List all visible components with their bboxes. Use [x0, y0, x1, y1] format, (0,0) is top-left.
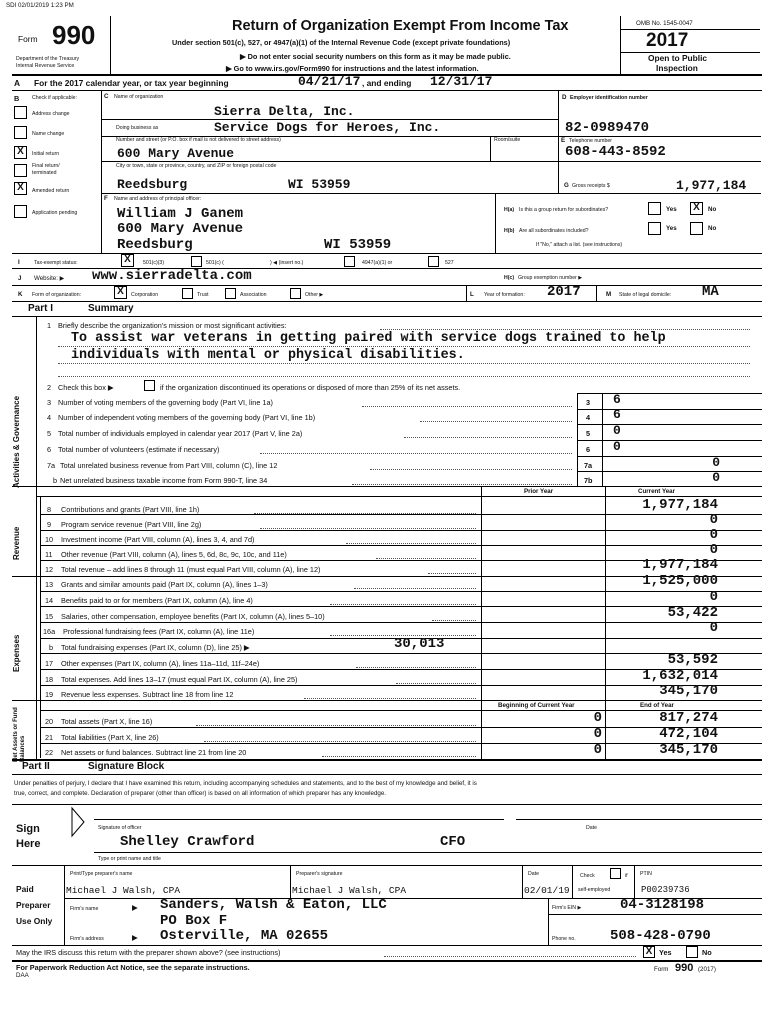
line12-current[interactable]: 1,977,184	[642, 557, 718, 573]
line9-current[interactable]: 0	[709, 512, 718, 528]
line14-num: 14	[45, 596, 54, 605]
line18-text: Total expenses. Add lines 13–17 (must equal Part IX, column (A), line 25)	[61, 675, 298, 684]
line1-num: 1	[47, 321, 52, 330]
perjury-declaration-2: true, correct, and complete. Declaration of preparer (other than officer) is based on all information of which preparer has any knowledge.	[14, 790, 387, 797]
dept-line-2: Internal Revenue Service	[16, 63, 75, 69]
line6-box: 6	[586, 445, 591, 454]
preparer-date[interactable]: 02/01/19	[524, 885, 570, 896]
501c3-label: 501(c)(3)	[143, 260, 165, 266]
line11-num: 11	[45, 550, 53, 559]
perjury-declaration-1: Under penalties of perjury, I declare that I have examined this return, including accompanying schedules and statements, and to the best of my knowledge and belief, it is	[14, 780, 477, 787]
line2-text-b: if the organization discontinued its operations or disposed of more than 25% of its net assets.	[160, 383, 461, 392]
line17-text: Other expenses (Part IX, column (A), lines 11a–11d, 11f–24e)	[61, 659, 260, 668]
line9-num: 9	[47, 520, 52, 529]
tax-year-end[interactable]: 12/31/17	[430, 74, 493, 89]
ha-yes-label: Yes	[666, 206, 677, 213]
city-label: City or town, state or province, country, and ZIP or foreign postal code	[116, 163, 277, 169]
line5-box: 5	[586, 429, 591, 438]
ein-label: Employer identification number	[570, 95, 648, 101]
ein-value[interactable]: 82-0989470	[565, 120, 650, 136]
line18-num: 18	[45, 675, 54, 684]
line17-current[interactable]: 53,592	[667, 652, 718, 668]
tax-exempt-label: Tax-exempt status:	[34, 260, 78, 266]
preparer-name[interactable]: Michael J Walsh, CPA	[66, 885, 181, 896]
line3-value[interactable]: 6	[613, 392, 621, 407]
527-checkbox[interactable]	[428, 256, 439, 267]
footer-form-word: Form	[654, 966, 669, 973]
tax-year: 2017	[646, 30, 689, 51]
line21-end[interactable]: 472,104	[659, 726, 718, 742]
line22-num: 22	[45, 748, 54, 757]
year-formation-label: Year of formation:	[484, 292, 525, 298]
discuss-no-checkbox[interactable]	[686, 946, 698, 958]
line1-text: Briefly describe the organization's mission or most significant activities:	[58, 321, 287, 330]
ha-no-label: No	[708, 206, 717, 213]
line16b-text: Total fundraising expenses (Part IX, column (D), line 25) ▶	[61, 643, 250, 652]
footer-form-number: 990	[675, 962, 694, 974]
prior-year-header: Prior Year	[524, 488, 554, 495]
ha-yes-checkbox[interactable]	[648, 202, 661, 215]
form-word: Form	[18, 34, 38, 44]
d-label: D	[562, 94, 567, 101]
officer-signer-title[interactable]: CFO	[440, 834, 466, 850]
line4-box: 4	[586, 413, 591, 422]
gross-receipts-value[interactable]: 1,977,184	[676, 178, 747, 193]
ha-label: H(a)	[504, 207, 515, 213]
and-ending-label: , and ending	[362, 78, 412, 88]
line7b-box: 7b	[584, 476, 593, 485]
part1-label: Part I	[28, 303, 54, 314]
firm-address-line-1[interactable]: PO Box F	[160, 913, 228, 929]
preparer-signature[interactable]: Michael J Walsh, CPA	[292, 885, 407, 896]
firm-address-label: Firm's address	[70, 936, 104, 942]
association-label: Association	[240, 292, 267, 298]
side-label-revenue: Revenue	[12, 526, 21, 560]
discuss-question: May the IRS discuss this return with the preparer shown above? (see instructions)	[16, 948, 281, 957]
line13-text: Grants and similar amounts paid (Part IX, column (A), lines 1–3)	[61, 580, 268, 589]
g-label: G	[564, 182, 569, 189]
officer-state-zip[interactable]: WI 53959	[324, 237, 392, 253]
preparer-ptin[interactable]: P00239736	[641, 885, 690, 895]
initial-return-label: Initial return	[32, 151, 60, 157]
firm-phone-label: Phone no.	[552, 936, 576, 942]
state-domicile-value[interactable]: MA	[702, 284, 719, 300]
amended-return-label: Amended return	[32, 188, 70, 194]
current-year-header: Current Year	[638, 488, 676, 495]
ssn-notice: ▶ Do not enter social security numbers on this form as it may be made public.	[240, 52, 511, 61]
open-public-2: Inspection	[656, 63, 698, 73]
amended-return-checkbox[interactable]: X	[14, 182, 27, 195]
firm-phone[interactable]: 508-428-0790	[610, 928, 711, 944]
final-return-label-2: terminated	[32, 170, 57, 176]
line19-num: 19	[45, 690, 54, 699]
line-a-text: For the 2017 calendar year, or tax year beginning	[34, 78, 229, 88]
line15-num: 15	[45, 612, 54, 621]
line19-text: Revenue less expenses. Subtract line 18 from line 12	[61, 690, 234, 699]
address-change-label: Address change	[32, 111, 70, 117]
state-domicile-label: State of legal domicile:	[619, 292, 672, 298]
line21-text: Total liabilities (Part X, line 26)	[61, 733, 159, 742]
discuss-yes-label: Yes	[659, 948, 672, 957]
line6-num: 6	[47, 445, 52, 454]
hb-no-label: No	[708, 225, 717, 232]
firm-name-arrow-icon: ▶	[132, 903, 138, 912]
discuss-yes-checkbox[interactable]: X	[643, 946, 655, 958]
f-label: F	[104, 195, 108, 202]
hb-yes-label: Yes	[666, 225, 677, 232]
line18-current[interactable]: 1,632,014	[642, 668, 718, 684]
application-pending-checkbox[interactable]	[14, 205, 27, 218]
phone-label: Telephone number	[569, 138, 612, 144]
side-label-net-assets: Net Assets or Fund Balances	[13, 707, 26, 762]
line3-num: 3	[47, 398, 52, 407]
irs-link-notice[interactable]: ▶ Go to www.irs.gov/Form990 for instructions and the latest information.	[226, 64, 479, 73]
use-only-label: Use Only	[16, 916, 53, 926]
c-label: C	[104, 93, 109, 100]
sign-label: Sign	[16, 823, 40, 835]
officer-signature-label: Signature of officer	[98, 825, 142, 831]
line4-value[interactable]: 6	[613, 407, 621, 422]
gross-receipts-label: Gross receipts $	[572, 183, 610, 189]
mission-line-2[interactable]: individuals with mental or physical disabilities.	[71, 348, 465, 363]
b-label: B	[14, 94, 20, 103]
mission-line-1[interactable]: To assist war veterans in getting paired with service dogs trained to help	[71, 331, 666, 346]
line10-text: Investment income (Part VIII, column (A), lines 3, 4, and 7d)	[61, 535, 255, 544]
self-employed-checkbox[interactable]	[610, 868, 621, 879]
j-label: J	[18, 275, 22, 282]
officer-name[interactable]: William J Ganem	[117, 206, 244, 222]
footer-form-year: (2017)	[698, 966, 716, 973]
line14-text: Benefits paid to or for members (Part IX, column (A), line 4)	[61, 596, 253, 605]
hc-label: H(c)	[504, 275, 515, 281]
signature-date-label: Date	[586, 825, 597, 831]
line3-text: Number of voting members of the governing body (Part VI, line 1a)	[58, 398, 273, 407]
corporation-label: Corporation	[131, 292, 159, 298]
street-address[interactable]: 600 Mary Avenue	[117, 146, 235, 161]
line16b-num: b	[49, 643, 54, 652]
line13-num: 13	[45, 580, 54, 589]
other-label: Other ▶	[305, 292, 324, 298]
preparer-name-label: Print/Type preparer's name	[70, 871, 133, 877]
form-number: 990	[52, 20, 96, 50]
line7b-value[interactable]: 0	[712, 470, 720, 485]
officer-street[interactable]: 600 Mary Avenue	[117, 221, 244, 237]
line20-end[interactable]: 817,274	[659, 710, 718, 726]
part2-label: Part II	[22, 761, 50, 772]
ha-text: Is this a group return for subordinates?	[519, 207, 609, 213]
line20-text: Total assets (Part X, line 16)	[61, 717, 153, 726]
hb-note: If "No," attach a list. (see instructions)	[536, 242, 623, 248]
other-checkbox[interactable]	[290, 288, 301, 299]
m-label: M	[606, 291, 612, 298]
open-public-1: Open to Public	[648, 53, 708, 63]
dba-label: Doing business as	[116, 125, 159, 131]
officer-city[interactable]: Reedsburg	[117, 237, 193, 253]
line15-text: Salaries, other compensation, employee benefits (Part IX, column (A), lines 5–10)	[61, 612, 325, 621]
4947-label: 4947(a)(1) or	[362, 260, 393, 266]
b-title: Check if applicable:	[32, 95, 77, 101]
preparer-signature-label: Preparer's signature	[296, 871, 343, 877]
firm-ein[interactable]: 04-3128198	[620, 897, 705, 913]
name-change-label: Name change	[32, 131, 65, 137]
application-pending-label: Application pending	[32, 210, 78, 216]
line7a-value[interactable]: 0	[712, 455, 720, 470]
firm-name[interactable]: Sanders, Walsh & Eaton, LLC	[160, 897, 387, 913]
hb-label: H(b)	[504, 228, 515, 234]
preparer-date-label: Date	[528, 871, 539, 877]
firm-address-arrow-icon: ▶	[132, 933, 138, 942]
tax-year-begin[interactable]: 04/21/17	[298, 74, 361, 89]
line7b-text: Net unrelated business taxable income from Form 990-T, line 34	[60, 476, 268, 485]
self-employed-label: self-employed	[578, 887, 611, 893]
line8-num: 8	[47, 505, 52, 514]
final-return-checkbox[interactable]	[14, 164, 27, 177]
officer-signer-name[interactable]: Shelley Crawford	[120, 834, 255, 850]
line5-num: 5	[47, 429, 52, 438]
state-zip[interactable]: WI 53959	[288, 177, 351, 192]
check-label: Check	[580, 873, 595, 879]
line8-text: Contributions and grants (Part VIII, line 1h)	[61, 505, 200, 514]
line20-begin[interactable]: 0	[593, 710, 602, 726]
officer-label: Name and address of principal officer:	[114, 196, 202, 202]
form-title: Return of Organization Exempt From Income Tax	[232, 18, 569, 34]
paperwork-notice: For Paperwork Reduction Act Notice, see the separate instructions.	[16, 963, 250, 972]
line22-end[interactable]: 345,170	[659, 742, 718, 758]
part1-title: Summary	[88, 303, 134, 314]
line11-text: Other revenue (Part VIII, column (A), lines 5, 6d, 8c, 9c, 10c, and 11e)	[61, 550, 287, 559]
city[interactable]: Reedsburg	[117, 177, 188, 192]
line22-text: Net assets or fund balances. Subtract line 21 from line 20	[61, 748, 247, 757]
line6-text: Total number of volunteers (estimate if necessary)	[58, 445, 220, 454]
line2-text-a: Check this box ▶	[58, 383, 114, 392]
street-label: Number and street (or P.O. box if mail is not delivered to street address)	[116, 137, 281, 143]
line4-text: Number of independent voting members of the governing body (Part VI, line 1b)	[58, 413, 316, 422]
form-subtitle: Under section 501(c), 527, or 4947(a)(1) of the Internal Revenue Code (except private foundations)	[172, 38, 511, 47]
phone-value[interactable]: 608-443-8592	[565, 144, 666, 160]
corporation-checkbox[interactable]: X	[114, 286, 127, 299]
dba-name[interactable]: Service Dogs for Heroes, Inc.	[214, 120, 441, 135]
dept-line-1: Department of the Treasury	[16, 56, 80, 62]
begin-year-header: Beginning of Current Year	[498, 702, 575, 709]
discuss-no-label: No	[702, 948, 712, 957]
here-label: Here	[16, 838, 41, 850]
ha-no-checkbox[interactable]: X	[690, 202, 703, 215]
form-of-org-label: Form of organization:	[32, 292, 82, 298]
line17-num: 17	[45, 659, 54, 668]
line14-current[interactable]: 0	[709, 589, 718, 605]
i-label: I	[18, 259, 20, 266]
paid-label: Paid	[16, 884, 34, 894]
line8-current[interactable]: 1,977,184	[642, 497, 718, 513]
trust-label: Trust	[197, 292, 209, 298]
line12-text: Total revenue – add lines 8 through 11 (must equal Part VIII, column (A), line 12)	[61, 565, 321, 574]
hb-yes-checkbox[interactable]	[648, 222, 661, 235]
line7b-num: b	[53, 476, 58, 485]
4947-checkbox[interactable]	[344, 256, 355, 267]
line4-num: 4	[47, 413, 52, 422]
line21-num: 21	[45, 733, 54, 742]
line10-num: 10	[45, 535, 54, 544]
final-return-label: Final return/	[32, 163, 60, 169]
501c-checkbox[interactable]	[191, 256, 202, 267]
line10-current[interactable]: 0	[709, 527, 718, 543]
line-a-label: A	[14, 78, 21, 88]
line3-box: 3	[586, 398, 591, 407]
line9-text: Program service revenue (Part VIII, line 2g)	[61, 520, 202, 529]
line11-current[interactable]: 0	[709, 542, 718, 558]
year-formation-value[interactable]: 2017	[547, 284, 581, 300]
org-name[interactable]: Sierra Delta, Inc.	[214, 104, 355, 119]
line19-current[interactable]: 345,170	[659, 683, 718, 699]
org-name-label: Name of organization	[114, 94, 164, 100]
side-label-expenses: Expenses	[12, 634, 21, 672]
k-label: K	[18, 291, 23, 298]
hb-text: Are all subordinates included?	[519, 228, 589, 234]
name-change-checkbox[interactable]	[14, 126, 27, 139]
line20-num: 20	[45, 717, 54, 726]
fundraising-total[interactable]: 30,013	[394, 636, 445, 652]
omb-number: OMB No. 1545-0047	[636, 20, 693, 27]
e-label: E	[561, 137, 566, 144]
line22-begin[interactable]: 0	[593, 742, 602, 758]
insert-no-label: ) ◀ (insert no.)	[270, 260, 304, 266]
line2-num: 2	[47, 383, 52, 392]
line21-begin[interactable]: 0	[593, 726, 602, 742]
l-label: L	[470, 291, 474, 298]
discontinued-checkbox[interactable]	[144, 380, 155, 391]
line16a-num: 16a	[43, 627, 56, 636]
room-suite-label: Room/suite	[494, 137, 521, 143]
line16a-current[interactable]: 0	[709, 620, 718, 636]
hc-text: Group exemption number ▶	[518, 275, 583, 281]
501c3-checkbox[interactable]: X	[121, 254, 134, 267]
print-stamp: SDI 02/01/2019 1:23 PM	[6, 2, 74, 9]
sign-here-arrow-icon	[70, 806, 88, 862]
ptin-label: PTIN	[640, 871, 652, 877]
line7a-num: 7a	[47, 461, 56, 470]
line7a-text: Total unrelated business revenue from Part VIII, column (C), line 12	[60, 461, 278, 470]
type-name-label: Type or print name and title	[98, 856, 161, 862]
527-label: 527	[445, 260, 454, 266]
line16a-text: Professional fundraising fees (Part IX, column (A), line 11e)	[63, 627, 255, 636]
daa-label: DAA	[16, 972, 29, 979]
firm-name-label: Firm's name	[70, 906, 99, 912]
initial-return-checkbox[interactable]: X	[14, 146, 27, 159]
website-label: Website: ▶	[34, 275, 65, 282]
address-change-checkbox[interactable]	[14, 106, 27, 119]
firm-address-line-2[interactable]: Osterville, MA 02655	[160, 928, 329, 944]
line7a-box: 7a	[584, 461, 593, 470]
end-year-header: End of Year	[640, 702, 674, 709]
preparer-label: Preparer	[16, 900, 51, 910]
side-label-governance: Activities & Governance	[12, 395, 21, 488]
line5-text: Total number of individuals employed in calendar year 2017 (Part V, line 2a)	[58, 429, 303, 438]
trust-checkbox[interactable]	[182, 288, 193, 299]
firm-ein-label: Firm's EIN ▶	[552, 905, 582, 911]
association-checkbox[interactable]	[225, 288, 236, 299]
line13-current[interactable]: 1,525,000	[642, 573, 718, 589]
if-label: if	[625, 873, 628, 879]
line6-value[interactable]: 0	[613, 439, 621, 454]
part2-title: Signature Block	[88, 761, 165, 772]
line5-value[interactable]: 0	[613, 423, 621, 438]
website-value[interactable]: www.sierradelta.com	[92, 268, 252, 284]
line12-num: 12	[45, 565, 54, 574]
501c-label: 501(c) (	[206, 260, 224, 266]
line15-current[interactable]: 53,422	[667, 605, 718, 621]
hb-no-checkbox[interactable]	[690, 222, 703, 235]
